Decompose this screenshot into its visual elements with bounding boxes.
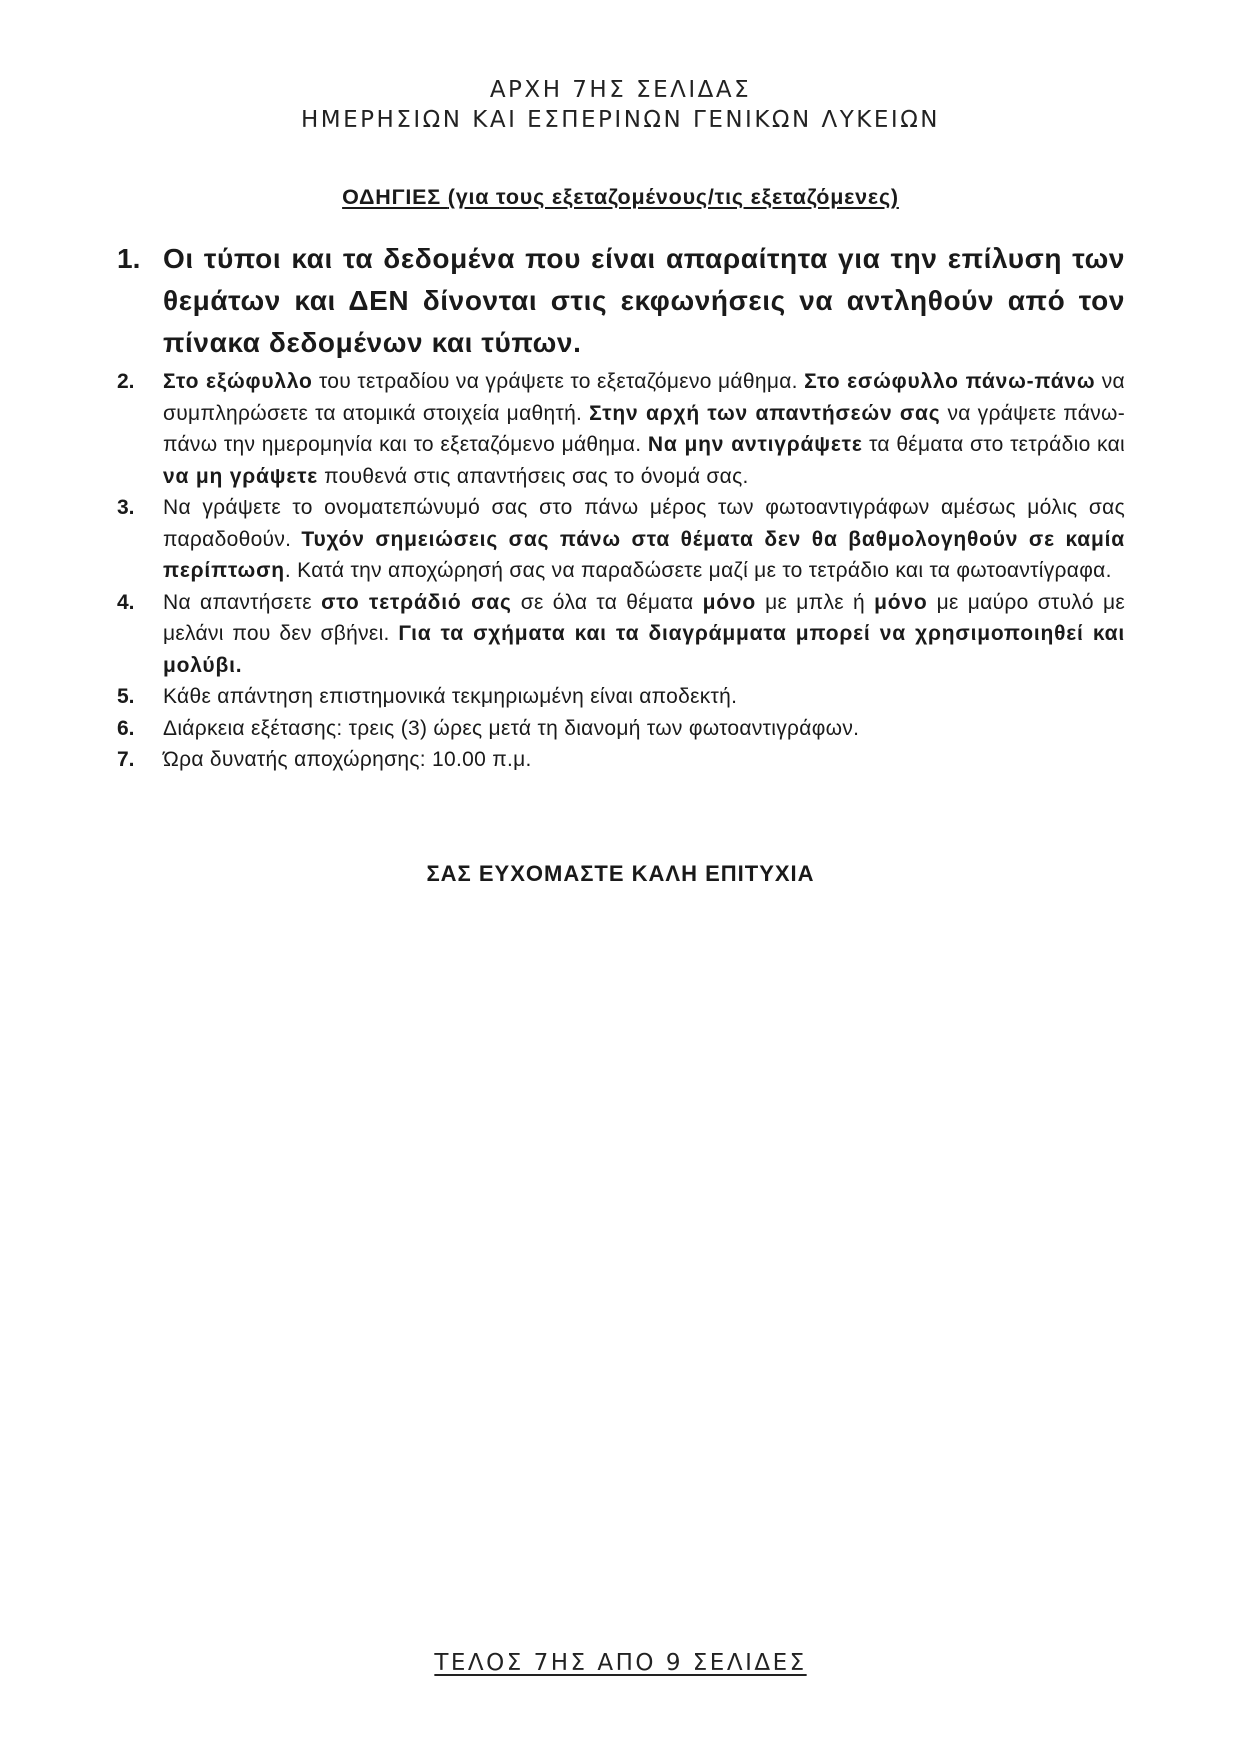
- instruction-number: 6.: [117, 716, 135, 740]
- instruction-text-run: Να απαντήσετε: [163, 590, 322, 614]
- instruction-text-run: να γράψετε πάνω-πάνω την ημερομηνία και το εξεταζόμενο μάθημα.: [163, 401, 1126, 456]
- instruction-text-bold: μόνο: [702, 590, 756, 614]
- instruction-text: [163, 681, 1125, 713]
- instruction-number: 3.: [117, 496, 135, 519]
- instruction-text: [163, 492, 1125, 587]
- instructions-title: [0, 183, 1241, 211]
- instruction-text-run: τα θέματα στο τετράδιο και: [862, 433, 1125, 456]
- instruction-text-run: με μαύρο στυλό με μελάνι που δεν σβήνει.: [163, 590, 1126, 645]
- instruction-item-3: [0, 492, 1241, 587]
- instruction-number: 1.: [117, 243, 141, 274]
- instruction-item-5: [0, 681, 1241, 713]
- instruction-text-bold: στο τετράδιό σας: [321, 590, 512, 614]
- instruction-text-bold: Για τα σχήματα και τα διαγράμματα μπορεί να χρησιμοποιηθεί και μολύβι.: [163, 622, 1125, 677]
- closing-wish: ΣΑΣ ΕΥΧΟΜΑΣΤΕ ΚΑΛΗ ΕΠΙΤΥΧΙΑ: [426, 861, 815, 886]
- instructions-title-paren: (για τους εξεταζομένους/τις εξεταζόμενες): [447, 185, 899, 209]
- instruction-text-bold: Στο εξώφυλλο: [163, 370, 313, 393]
- instruction-item-4: [0, 587, 1241, 682]
- instruction-text-run: . Κατά την αποχώρησή σας να παραδώσετε μαζί με το τετράδιο και τα φωτοαντίγραφα.: [284, 559, 1112, 582]
- instruction-text-bold: μόνο: [874, 590, 928, 614]
- instruction-text-run: πουθενά στις απαντήσεις σας το όνομά σας.: [318, 464, 749, 488]
- instruction-text-bold: Τυχόν σημειώσεις σας πάνω στα θέματα δεν θα βαθμολογηθούν σε καμία περίπτωση: [163, 527, 1125, 582]
- instruction-item-2: [0, 366, 1241, 492]
- instruction-text-run: Ώρα δυνατής αποχώρησης: 10.00 π.μ.: [163, 748, 532, 771]
- instruction-text: [163, 713, 1125, 745]
- page-header: [0, 75, 1241, 135]
- instruction-item-1: [0, 238, 1241, 364]
- instruction-text: [163, 744, 1125, 776]
- instruction-text: [163, 238, 1125, 364]
- instruction-text-run: Κάθε απάντηση επιστημονικά τεκμηριωμένη είναι αποδεκτή.: [163, 685, 738, 708]
- instruction-text-run: Να γράψετε το ονοματεπώνυμό σας στο πάνω μέρος των φωτοαντιγράφων αμέσως μόλις σας παραδοθούν.: [163, 496, 1125, 551]
- instruction-item-7: [0, 744, 1241, 776]
- instruction-number: 5.: [117, 685, 135, 708]
- instruction-text-run: σε όλα τα θέματα: [511, 590, 703, 614]
- instruction-number: 2.: [117, 370, 135, 393]
- instruction-text-bold: Να μην αντιγράψετε: [647, 433, 863, 456]
- page-footer: ΤΕΛΟΣ 7ΗΣ ΑΠΟ 9 ΣΕΛΙΔΕΣ: [434, 1650, 807, 1676]
- header-page-start: ΑΡΧΗ 7ΗΣ ΣΕΛΙΔΑΣ: [489, 77, 752, 103]
- instruction-text-bold: Στην αρχή των απαντήσεών σας: [589, 401, 941, 425]
- instruction-text-bold: Οι τύποι και τα δεδομένα που είναι απαραίτητα για την επίλυση των θεμάτων και ΔΕΝ δίνονται στις εκφωνήσεις να αντληθούν από τον πίνακα δεδομένων και τύπων.: [163, 243, 1125, 358]
- instruction-number: 4.: [117, 590, 135, 614]
- instruction-text-bold: Στο εσώφυλλο πάνω-πάνω: [804, 370, 1096, 393]
- instruction-text-run: να συμπληρώσετε τα ατομικά στοιχεία μαθητή.: [163, 370, 1125, 425]
- instruction-text-run: Διάρκεια εξέτασης: τρεις (3) ώρες μετά τη διανομή των φωτοαντιγράφων.: [163, 716, 860, 740]
- instruction-text-run: με μπλε ή: [755, 590, 875, 614]
- instruction-number: 7.: [117, 748, 135, 771]
- instruction-text-bold: να μη γράψετε: [163, 464, 319, 488]
- instruction-text-run: του τετραδίου να γράψετε το εξεταζόμενο μάθημα.: [312, 370, 805, 393]
- header-school-type: ΗΜΕΡΗΣΙΩΝ ΚΑΙ ΕΣΠΕΡΙΝΩΝ ΓΕΝΙΚΩΝ ΛΥΚΕΙΩΝ: [301, 107, 940, 133]
- instructions-list: [0, 238, 1241, 776]
- instruction-text: [163, 366, 1125, 492]
- instruction-text: [163, 587, 1125, 682]
- instructions-title-main: ΟΔΗΓΙΕΣ: [342, 185, 441, 209]
- instruction-item-6: [0, 713, 1241, 745]
